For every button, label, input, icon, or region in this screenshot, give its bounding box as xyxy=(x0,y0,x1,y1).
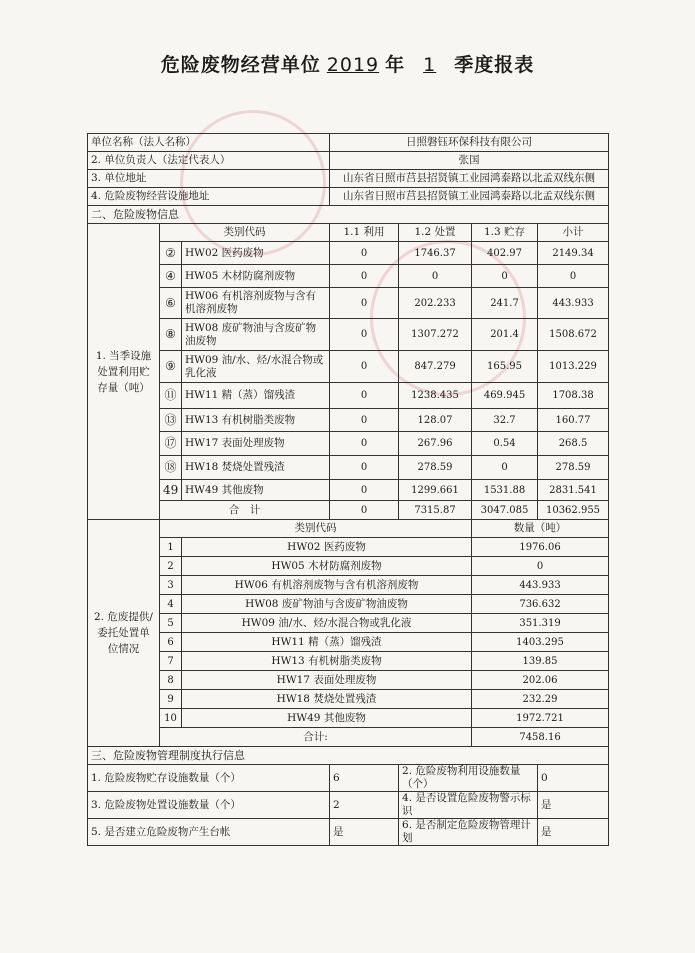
total-value: 278.59 xyxy=(538,456,609,480)
management-label: 4. 是否设置危险废物警示标识 xyxy=(399,792,538,819)
management-value: 2 xyxy=(330,792,399,819)
title-suffix: 季度报表 xyxy=(454,54,535,76)
quantity-value: 202.06 xyxy=(472,671,609,690)
dispose-value: 202.233 xyxy=(399,288,472,319)
use-value: 0 xyxy=(330,288,399,319)
row-number: 49 xyxy=(160,480,182,501)
waste-category: HW02 医药废物 xyxy=(182,538,472,557)
basic-value: 山东省日照市莒县招贤镇工业园鸿泰路以北孟双线东侧 xyxy=(330,170,609,188)
sum-dispose: 7315.87 xyxy=(399,501,472,520)
sum-use: 0 xyxy=(330,501,399,520)
waste-row xyxy=(88,383,609,409)
quantity-value: 232.29 xyxy=(472,690,609,709)
basic-row xyxy=(88,170,609,188)
transfer-row xyxy=(88,614,609,633)
management-label: 1. 危险废物贮存设施数量（个） xyxy=(88,765,330,792)
waste-row xyxy=(88,288,609,319)
basic-row xyxy=(88,152,609,170)
header-dispose: 1.2 处置 xyxy=(399,224,472,242)
waste-row xyxy=(88,265,609,288)
quantity-value: 139.85 xyxy=(472,652,609,671)
waste-row xyxy=(88,456,609,480)
transfer-row xyxy=(88,538,609,557)
row-number: ④ xyxy=(160,265,182,288)
row-number: ⑬ xyxy=(160,409,182,432)
dispose-value: 128.07 xyxy=(399,409,472,432)
transfer-row xyxy=(88,633,609,652)
store-value: 241.7 xyxy=(472,288,538,319)
quantity-value: 1972.721 xyxy=(472,709,609,728)
dispose-value: 1307.272 xyxy=(399,319,472,351)
sum-store: 3047.085 xyxy=(472,501,538,520)
waste-category: HW05 木材防腐剂废物 xyxy=(182,265,330,288)
section-heading xyxy=(88,747,609,765)
table-header-row xyxy=(88,520,609,538)
basic-label: 3. 单位地址 xyxy=(88,170,330,188)
waste-category: HW02 医药废物 xyxy=(182,242,330,265)
quantity-value: 0 xyxy=(472,557,609,576)
row-number: 3 xyxy=(160,576,182,595)
header-use: 1.1 利用 xyxy=(330,224,399,242)
store-value: 469.945 xyxy=(472,383,538,409)
total-value: 443.933 xyxy=(538,288,609,319)
store-value: 0.54 xyxy=(472,432,538,456)
management-label: 6. 是否制定危险废物管理计划 xyxy=(399,819,538,846)
store-value: 165.95 xyxy=(472,351,538,383)
waste-category: HW08 废矿物油与含废矿物油废物 xyxy=(182,319,330,351)
use-value: 0 xyxy=(330,351,399,383)
title-year: 2019 xyxy=(326,54,380,76)
transfer-row xyxy=(88,652,609,671)
row-number: 7 xyxy=(160,652,182,671)
section3-heading: 三、危险废物管理制度执行信息 xyxy=(88,747,609,765)
report-table xyxy=(87,133,609,846)
dispose-value: 267.96 xyxy=(399,432,472,456)
row-number: 1 xyxy=(160,538,182,557)
waste-category: HW49 其他废物 xyxy=(182,709,472,728)
use-value: 0 xyxy=(330,319,399,351)
total-value: 1708.38 xyxy=(538,383,609,409)
waste-category: HW17 表面处理废物 xyxy=(182,671,472,690)
use-value: 0 xyxy=(330,409,399,432)
sum-total: 10362.955 xyxy=(538,501,609,520)
waste-category: HW06 有机溶剂废物与含有机溶剂废物 xyxy=(182,576,472,595)
row-number: 10 xyxy=(160,709,182,728)
sum-row xyxy=(88,728,609,747)
store-value: 0 xyxy=(472,456,538,480)
row-number: ⑪ xyxy=(160,383,182,409)
management-row xyxy=(88,819,609,846)
row-number: ⑰ xyxy=(160,432,182,456)
header2-category: 类别代码 xyxy=(160,520,472,538)
header-store: 1.3 贮存 xyxy=(472,224,538,242)
quantity-value: 443.933 xyxy=(472,576,609,595)
total-value: 1508.672 xyxy=(538,319,609,351)
store-value: 1531.88 xyxy=(472,480,538,501)
quantity-value: 1976.06 xyxy=(472,538,609,557)
dispose-value: 847.279 xyxy=(399,351,472,383)
basic-value: 山东省日照市莒县招贤镇工业园鸿泰路以北孟双线东侧 xyxy=(330,188,609,206)
waste-category: HW06 有机溶剂废物与含有机溶剂废物 xyxy=(182,288,330,319)
total-value: 268.5 xyxy=(538,432,609,456)
use-value: 0 xyxy=(330,383,399,409)
waste-row xyxy=(88,480,609,501)
management-row xyxy=(88,792,609,819)
header-total: 小计 xyxy=(538,224,609,242)
waste-category: HW08 废矿物油与含废矿物油废物 xyxy=(182,595,472,614)
dispose-value: 1299.661 xyxy=(399,480,472,501)
title-year-suffix: 年 xyxy=(385,54,406,76)
management-value: 是 xyxy=(538,819,609,846)
waste-category: HW18 焚烧处置残渣 xyxy=(182,690,472,709)
management-label: 5. 是否建立危险废物产生台帐 xyxy=(88,819,330,846)
use-value: 0 xyxy=(330,456,399,480)
transfer-row xyxy=(88,690,609,709)
title-prefix: 危险废物经营单位 xyxy=(160,54,321,76)
waste-category: HW11 精（蒸）馏残渣 xyxy=(182,383,330,409)
row-number: 2 xyxy=(160,557,182,576)
block2-label: 2. 危废提供/委托处置单位情况 xyxy=(88,520,160,747)
transfer-row xyxy=(88,671,609,690)
quantity-value: 736.632 xyxy=(472,595,609,614)
waste-category: HW09 油/水、烃/水混合物或乳化液 xyxy=(182,614,472,633)
sum2-label: 合计: xyxy=(160,728,472,747)
total-value: 160.77 xyxy=(538,409,609,432)
waste-row xyxy=(88,242,609,265)
sum-row xyxy=(88,501,609,520)
quantity-value: 351.319 xyxy=(472,614,609,633)
waste-category: HW09 油/水、烃/水混合物或乳化液 xyxy=(182,351,330,383)
waste-category: HW49 其他废物 xyxy=(182,480,330,501)
report-title xyxy=(0,50,695,77)
dispose-value: 1238.435 xyxy=(399,383,472,409)
basic-label: 单位名称（法人名称） xyxy=(88,134,330,152)
total-value: 0 xyxy=(538,265,609,288)
use-value: 0 xyxy=(330,265,399,288)
waste-row xyxy=(88,351,609,383)
dispose-value: 1746.37 xyxy=(399,242,472,265)
header-category: 类别代码 xyxy=(160,224,330,242)
management-value: 是 xyxy=(330,819,399,846)
use-value: 0 xyxy=(330,480,399,501)
waste-row xyxy=(88,319,609,351)
waste-row xyxy=(88,432,609,456)
basic-label: 4. 危险废物经营设施地址 xyxy=(88,188,330,206)
row-number: ⑱ xyxy=(160,456,182,480)
management-label: 3. 危险废物处置设施数量（个） xyxy=(88,792,330,819)
basic-label: 2. 单位负责人（法定代表人） xyxy=(88,152,330,170)
management-row xyxy=(88,765,609,792)
waste-category: HW11 精（蒸）馏残渣 xyxy=(182,633,472,652)
total-value: 2831.541 xyxy=(538,480,609,501)
total-value: 2149.34 xyxy=(538,242,609,265)
basic-row xyxy=(88,188,609,206)
transfer-row xyxy=(88,595,609,614)
table-header-row xyxy=(88,224,609,242)
row-number: ⑧ xyxy=(160,319,182,351)
header2-qty: 数量（吨） xyxy=(472,520,609,538)
row-number: ② xyxy=(160,242,182,265)
block1-label: 1. 当季设施处置利用贮存量（吨） xyxy=(88,224,160,520)
management-value: 6 xyxy=(330,765,399,792)
row-number: ⑨ xyxy=(160,351,182,383)
transfer-row xyxy=(88,557,609,576)
sum2-qty: 7458.16 xyxy=(472,728,609,747)
waste-category: HW13 有机树脂类废物 xyxy=(182,652,472,671)
waste-row xyxy=(88,409,609,432)
transfer-row xyxy=(88,576,609,595)
row-number: 6 xyxy=(160,633,182,652)
waste-category: HW05 木材防腐剂废物 xyxy=(182,557,472,576)
basic-row xyxy=(88,134,609,152)
dispose-value: 278.59 xyxy=(399,456,472,480)
store-value: 402.97 xyxy=(472,242,538,265)
row-number: 4 xyxy=(160,595,182,614)
title-quarter: 1 xyxy=(423,54,437,76)
store-value: 32.7 xyxy=(472,409,538,432)
sum-label: 合 计 xyxy=(160,501,330,520)
use-value: 0 xyxy=(330,242,399,265)
transfer-row xyxy=(88,709,609,728)
basic-value: 日照磐钰环保科技有限公司 xyxy=(330,134,609,152)
store-value: 201.4 xyxy=(472,319,538,351)
management-label: 2. 危险废物利用设施数量（个） xyxy=(399,765,538,792)
quantity-value: 1403.295 xyxy=(472,633,609,652)
section-heading xyxy=(88,206,609,224)
row-number: 8 xyxy=(160,671,182,690)
total-value: 1013.229 xyxy=(538,351,609,383)
section2-heading: 二、危险废物信息 xyxy=(88,206,609,224)
waste-category: HW17 表面处理废物 xyxy=(182,432,330,456)
management-value: 0 xyxy=(538,765,609,792)
use-value: 0 xyxy=(330,432,399,456)
row-number: 5 xyxy=(160,614,182,633)
waste-category: HW13 有机树脂类废物 xyxy=(182,409,330,432)
dispose-value: 0 xyxy=(399,265,472,288)
store-value: 0 xyxy=(472,265,538,288)
basic-value: 张国 xyxy=(330,152,609,170)
management-value: 是 xyxy=(538,792,609,819)
row-number: ⑥ xyxy=(160,288,182,319)
row-number: 9 xyxy=(160,690,182,709)
waste-category: HW18 焚烧处置残渣 xyxy=(182,456,330,480)
